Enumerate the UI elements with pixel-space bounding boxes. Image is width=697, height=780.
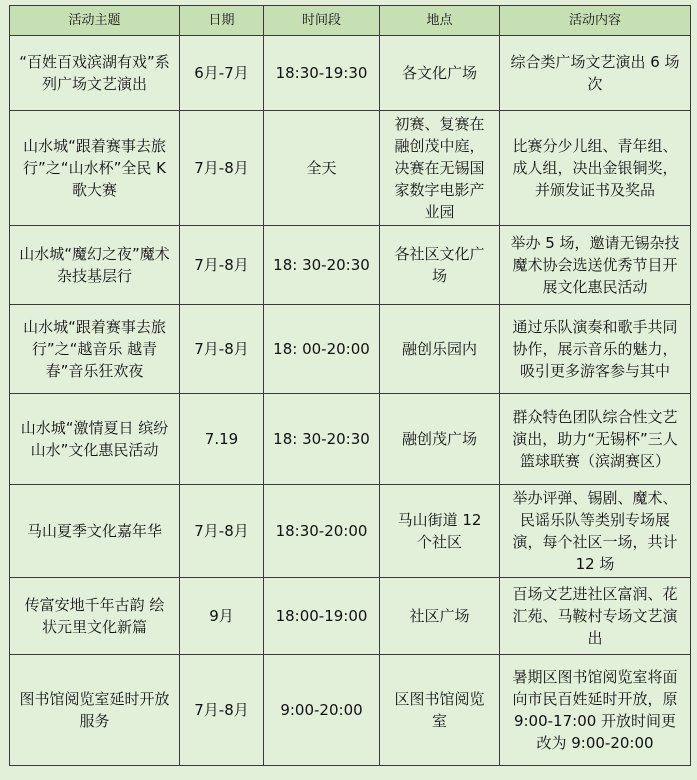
cell-place: 各文化广场 [380, 36, 500, 111]
cell-content: 通过乐队演奏和歌手共同协作，展示音乐的魅力，吸引更多游客参与其中 [500, 305, 691, 394]
table-row [10, 485, 691, 578]
cell-date: 9月 [180, 578, 264, 655]
cell-content: 比赛分少儿组、青年组、成人组，决出金银铜奖，并颁发证书及奖品 [500, 111, 691, 226]
cell-theme: 传富安地千年古韵 绘状元里文化新篇 [10, 578, 180, 655]
header-theme: 活动主题 [10, 6, 180, 36]
cell-date: 7月-8月 [180, 485, 264, 578]
cell-date: 7月-8月 [180, 305, 264, 394]
cell-place: 融创茂广场 [380, 394, 500, 485]
cell-place: 区图书馆阅览室 [380, 655, 500, 766]
cell-time: 9:00-20:00 [264, 655, 380, 766]
cell-content: 百场文艺进社区富润、花汇苑、马鞍村专场文艺演出 [500, 578, 691, 655]
cell-theme: “百姓百戏滨湖有戏”系列广场文艺演出 [10, 36, 180, 111]
cell-date: 7月-8月 [180, 226, 264, 305]
cell-content: 群众特色团队综合性文艺演出，助力“无锡杯”三人篮球联赛（滨湖赛区） [500, 394, 691, 485]
cell-place: 社区广场 [380, 578, 500, 655]
cell-date: 7.19 [180, 394, 264, 485]
table-row [10, 305, 691, 394]
table-row [10, 111, 691, 226]
cell-theme: 山水城“跟着赛事去旅行”之“山水杯”全民 K 歌大赛 [10, 111, 180, 226]
cell-theme: 马山夏季文化嘉年华 [10, 485, 180, 578]
cell-time: 全天 [264, 111, 380, 226]
cell-place: 马山街道 12 个社区 [380, 485, 500, 578]
cell-date: 6月-7月 [180, 36, 264, 111]
header-place: 地点 [380, 6, 500, 36]
cell-content: 暑期区图书馆阅览室将面向市民百姓延时开放，原 9:00-17:00 开放时间更改为 9:00-20:00 [500, 655, 691, 766]
header-date: 日期 [180, 6, 264, 36]
events-table-container [9, 5, 690, 766]
cell-time: 18:30-19:30 [264, 36, 380, 111]
cell-time: 18:30-20:00 [264, 485, 380, 578]
events-table [9, 5, 691, 766]
table-row [10, 226, 691, 305]
cell-place: 融创乐园内 [380, 305, 500, 394]
header-time: 时间段 [264, 6, 380, 36]
header-row [10, 6, 691, 36]
cell-place: 各社区文化广场 [380, 226, 500, 305]
cell-content: 举办评弹、锡剧、魔术、民谣乐队等类别专场展演，每个社区一场，共计 12 场 [500, 485, 691, 578]
cell-date: 7月-8月 [180, 655, 264, 766]
table-row [10, 394, 691, 485]
cell-date: 7月-8月 [180, 111, 264, 226]
table-row [10, 36, 691, 111]
cell-theme: 山水城“跟着赛事去旅行”之“越音乐 越青春”音乐狂欢夜 [10, 305, 180, 394]
cell-content: 综合类广场文艺演出 6 场次 [500, 36, 691, 111]
cell-time: 18: 30-20:30 [264, 226, 380, 305]
cell-time: 18:00-19:00 [264, 578, 380, 655]
cell-time: 18: 00-20:00 [264, 305, 380, 394]
table-row [10, 655, 691, 766]
cell-place: 初赛、复赛在融创茂中庭，决赛在无锡国家数字电影产业园 [380, 111, 500, 226]
cell-content: 举办 5 场，邀请无锡杂技魔术协会选送优秀节目开展文化惠民活动 [500, 226, 691, 305]
cell-theme: 山水城“激情夏日 缤纷山水”文化惠民活动 [10, 394, 180, 485]
table-row [10, 578, 691, 655]
header-content: 活动内容 [500, 6, 691, 36]
cell-theme: 山水城“魔幻之夜”魔术杂技基层行 [10, 226, 180, 305]
cell-theme: 图书馆阅览室延时开放服务 [10, 655, 180, 766]
cell-time: 18: 30-20:30 [264, 394, 380, 485]
